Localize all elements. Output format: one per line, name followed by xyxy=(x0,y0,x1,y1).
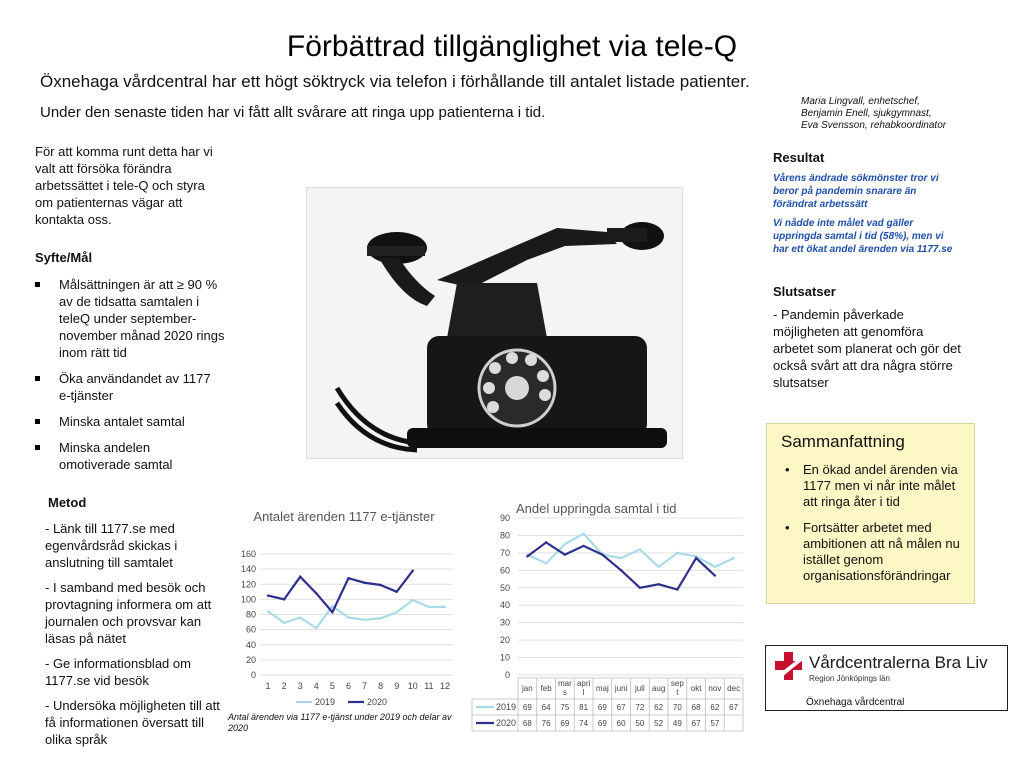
data-table-cell: 64 xyxy=(541,703,551,712)
y-tick-label: 50 xyxy=(499,582,510,593)
vintage-telephone-illustration xyxy=(307,188,683,459)
legend-label: 2020 xyxy=(496,718,517,728)
data-table-cell: 62 xyxy=(654,703,664,712)
data-point-2020 xyxy=(657,583,659,585)
resultat-item: Vi nådde inte målet vad gäller uppringda samtal i tid (58%), men vi har ett ökat andel ärenden via 1177.se xyxy=(773,218,953,255)
data-point-2019 xyxy=(564,543,566,545)
syfte-item: Minska andelen omotiverade samtal xyxy=(35,439,225,473)
chart-1177-cases xyxy=(228,500,468,712)
syfte-item: Målsättningen är att ≥ 90 % av de tidsatta samtalen i teleQ under september-november månad 2020 rings inom rätt tid xyxy=(35,276,225,361)
x-tick-label: 2 xyxy=(281,681,287,691)
y-tick-label: 80 xyxy=(499,530,510,541)
data-point-2019 xyxy=(283,622,285,624)
x-tick-label: aug xyxy=(651,684,666,693)
x-tick-label: 7 xyxy=(362,681,368,691)
subtitle-callback-difficulty: Under den senaste tiden har vi fått allt svårare att ringa upp patienterna i tid. xyxy=(40,104,546,121)
data-table-cell: 68 xyxy=(522,719,532,728)
y-tick-label: 100 xyxy=(240,594,256,605)
x-tick-label: s xyxy=(562,688,567,697)
data-point-2020 xyxy=(601,553,603,555)
data-point-2019 xyxy=(444,606,446,608)
data-table-cell: 52 xyxy=(654,719,664,728)
y-tick-label: 0 xyxy=(504,670,510,680)
y-tick-label: 0 xyxy=(250,670,256,680)
y-tick-label: 60 xyxy=(499,565,510,576)
x-tick-label: apri xyxy=(576,679,591,688)
syfte-item: Minska antalet samtal xyxy=(35,413,225,430)
data-point-2020 xyxy=(695,557,697,559)
metod-item: - Länk till 1177.se med egenvårdsråd skickas i anslutning till samtalet xyxy=(45,521,178,570)
data-table-cell: 67 xyxy=(691,719,701,728)
x-tick-label: jan xyxy=(522,684,533,693)
data-point-2019 xyxy=(379,617,381,619)
data-point-2019 xyxy=(267,610,269,612)
syfte-heading: Syfte/Mål xyxy=(35,250,93,265)
x-tick-label: 8 xyxy=(378,681,384,691)
resultat-text xyxy=(773,172,958,262)
data-point-2020 xyxy=(396,591,398,593)
x-tick-label: juli xyxy=(634,684,645,693)
data-point-2019 xyxy=(396,611,398,613)
summary-box xyxy=(766,423,975,604)
data-point-2020 xyxy=(267,594,269,596)
x-tick-label: t xyxy=(676,688,679,697)
data-point-2019 xyxy=(412,599,414,601)
x-tick-label: feb xyxy=(540,684,552,693)
data-table-cell: 68 xyxy=(691,703,701,712)
data-point-2020 xyxy=(526,555,528,557)
x-tick-label: 4 xyxy=(313,681,319,691)
data-point-2020 xyxy=(299,575,301,577)
x-tick-label: 6 xyxy=(345,681,351,691)
poster-title: Förbättrad tillgänglighet via tele-Q xyxy=(286,30,738,63)
metod-item: - Undersöka möjligheten till att få informationen översatt till olika språk xyxy=(45,698,220,747)
x-tick-label: 1 xyxy=(265,681,271,691)
resultat-heading: Resultat xyxy=(773,150,825,165)
data-table-cell: 69 xyxy=(560,719,570,728)
data-table-cell: 72 xyxy=(635,703,645,712)
organization-logo xyxy=(765,645,1008,711)
data-table-cell: 70 xyxy=(672,703,682,712)
data-point-2020 xyxy=(331,611,333,613)
y-tick-label: 20 xyxy=(245,654,256,665)
resultat-item: Vårens ändrade sökmönster tror vi beror på pandemin snarare än förändrat arbetssätt xyxy=(773,173,939,210)
data-point-2019 xyxy=(676,552,678,554)
data-point-2019 xyxy=(363,619,365,621)
x-tick-label: juni xyxy=(614,684,628,693)
x-tick-label: 11 xyxy=(424,681,434,691)
legend-label: 2019 xyxy=(315,697,336,707)
data-table-cell: 69 xyxy=(522,703,532,712)
slutsatser-heading: Slutsatser xyxy=(773,284,836,299)
data-point-2020 xyxy=(582,545,584,547)
data-point-2020 xyxy=(363,582,365,584)
data-point-2019 xyxy=(657,566,659,568)
data-point-2020 xyxy=(639,587,641,589)
x-tick-label: 12 xyxy=(439,681,450,691)
data-table-cell: 76 xyxy=(541,719,551,728)
data-point-2019 xyxy=(714,566,716,568)
y-tick-label: 120 xyxy=(240,579,256,590)
y-tick-label: 160 xyxy=(240,549,256,559)
data-table-cell: 62 xyxy=(710,703,720,712)
y-tick-label: 20 xyxy=(499,635,510,646)
data-table-cell: 67 xyxy=(729,703,739,712)
series-line-2020 xyxy=(268,571,413,613)
legend-label: 2019 xyxy=(496,702,517,712)
chart-calls-on-time xyxy=(470,495,755,732)
syfte-item: Öka användandet av 1177 e-tjänster xyxy=(35,370,225,404)
data-point-2020 xyxy=(714,574,716,576)
data-point-2019 xyxy=(331,605,333,607)
author-1: Maria Lingvall, enhetschef, xyxy=(801,96,920,107)
x-tick-label: sep xyxy=(670,679,684,688)
y-tick-label: 70 xyxy=(499,547,510,558)
summary-list xyxy=(781,462,960,584)
metod-item: - I samband med besök och provtagning informera om att journalen och provsvar kan läsas på nätet xyxy=(45,580,212,646)
syfte-list xyxy=(35,276,225,482)
x-tick-label: nov xyxy=(708,684,722,693)
data-table-cell: 75 xyxy=(560,703,570,712)
logo-region: Region Jönköpings län xyxy=(809,674,890,683)
summary-heading: Sammanfattning xyxy=(781,432,905,451)
data-point-2019 xyxy=(545,562,547,564)
y-tick-label: 40 xyxy=(499,600,510,611)
data-table-cell: 60 xyxy=(616,719,626,728)
data-point-2019 xyxy=(299,616,301,618)
data-point-2020 xyxy=(347,577,349,579)
data-table-cell: 67 xyxy=(616,703,626,712)
summary-item: • En ökad andel ärenden via 1177 men vi når inte målet att ringa åter i tid xyxy=(781,462,960,510)
x-tick-label: dec xyxy=(727,684,741,693)
author-3: Eva Svensson, rehabkoordinator xyxy=(801,120,947,131)
y-tick-label: 90 xyxy=(499,513,510,523)
author-2: Benjamin Enell, sjukgymnast, xyxy=(801,108,932,119)
y-tick-label: 10 xyxy=(499,652,510,663)
metod-list xyxy=(45,520,227,756)
logo-unit-name: Öxnehaga vårdcentral xyxy=(806,697,905,708)
series-line-2020 xyxy=(527,542,715,589)
x-tick-label: 9 xyxy=(394,681,400,691)
data-table-cell: 74 xyxy=(579,719,589,728)
data-point-2020 xyxy=(545,541,547,543)
data-table-cell: 57 xyxy=(710,719,720,728)
chart-title: Antalet ärenden 1177 e-tjänster xyxy=(253,509,435,524)
logo-brand-name: Vårdcentralerna Bra Liv xyxy=(809,653,988,672)
data-table-cell: 49 xyxy=(672,719,682,728)
y-tick-label: 140 xyxy=(240,564,256,575)
x-tick-label: 3 xyxy=(297,681,303,691)
metod-heading: Metod xyxy=(48,495,87,510)
data-point-2019 xyxy=(315,627,317,629)
subtitle-search-pressure: Öxnehaga vårdcentral har ett högt söktryck via telefon i förhållande till antalet listade patienter. xyxy=(40,72,750,91)
data-point-2020 xyxy=(379,584,381,586)
chart-caption: Antal ärenden via 1177 e-tjänst under 2019 och delar av 2020 xyxy=(228,712,452,733)
data-point-2019 xyxy=(347,616,349,618)
data-point-2020 xyxy=(283,598,285,600)
data-table-cell: 69 xyxy=(597,703,607,712)
x-tick-label: 5 xyxy=(329,681,335,691)
x-tick-label: l xyxy=(582,688,585,697)
x-tick-label: 10 xyxy=(407,681,418,691)
legend-label: 2020 xyxy=(367,697,388,707)
summary-item: • Fortsätter arbetet med ambitionen att nå målen nu istället genom organisationsförändringar xyxy=(781,520,960,584)
data-table-cell: 50 xyxy=(635,719,645,728)
data-point-2019 xyxy=(732,557,734,559)
data-table-cell: 81 xyxy=(579,703,589,712)
slutsatser-text: - Pandemin påverkade möjligheten att genomföra arbetet som planerat och gör det också svårt att dra några större slutsatser xyxy=(773,307,961,390)
author-list xyxy=(801,96,946,132)
data-point-2019 xyxy=(620,557,622,559)
data-table-cell: 69 xyxy=(597,719,607,728)
intro-text: För att komma runt detta har vi valt att försöka förändra arbetssättet i tele-Q och styra om patienternas vägar att kontakta oss. xyxy=(35,144,213,227)
y-tick-label: 80 xyxy=(245,609,256,620)
x-tick-label: maj xyxy=(595,684,609,693)
x-tick-label: mar xyxy=(557,679,572,688)
data-point-2020 xyxy=(315,592,317,594)
data-point-2020 xyxy=(412,569,414,571)
telephone-photo xyxy=(306,187,683,459)
data-point-2020 xyxy=(676,588,678,590)
chart-title: Andel uppringda samtal i tid xyxy=(516,501,677,516)
y-tick-label: 40 xyxy=(245,639,256,650)
data-point-2019 xyxy=(639,548,641,550)
y-tick-label: 30 xyxy=(499,617,510,628)
data-point-2019 xyxy=(428,606,430,608)
cross-logo-icon xyxy=(772,650,806,684)
x-tick-label: okt xyxy=(690,684,702,693)
data-point-2020 xyxy=(620,569,622,571)
data-point-2020 xyxy=(564,553,566,555)
y-tick-label: 60 xyxy=(245,624,256,635)
metod-item: - Ge informationsblad om 1177.se vid besök xyxy=(45,656,191,688)
data-point-2019 xyxy=(582,533,584,535)
